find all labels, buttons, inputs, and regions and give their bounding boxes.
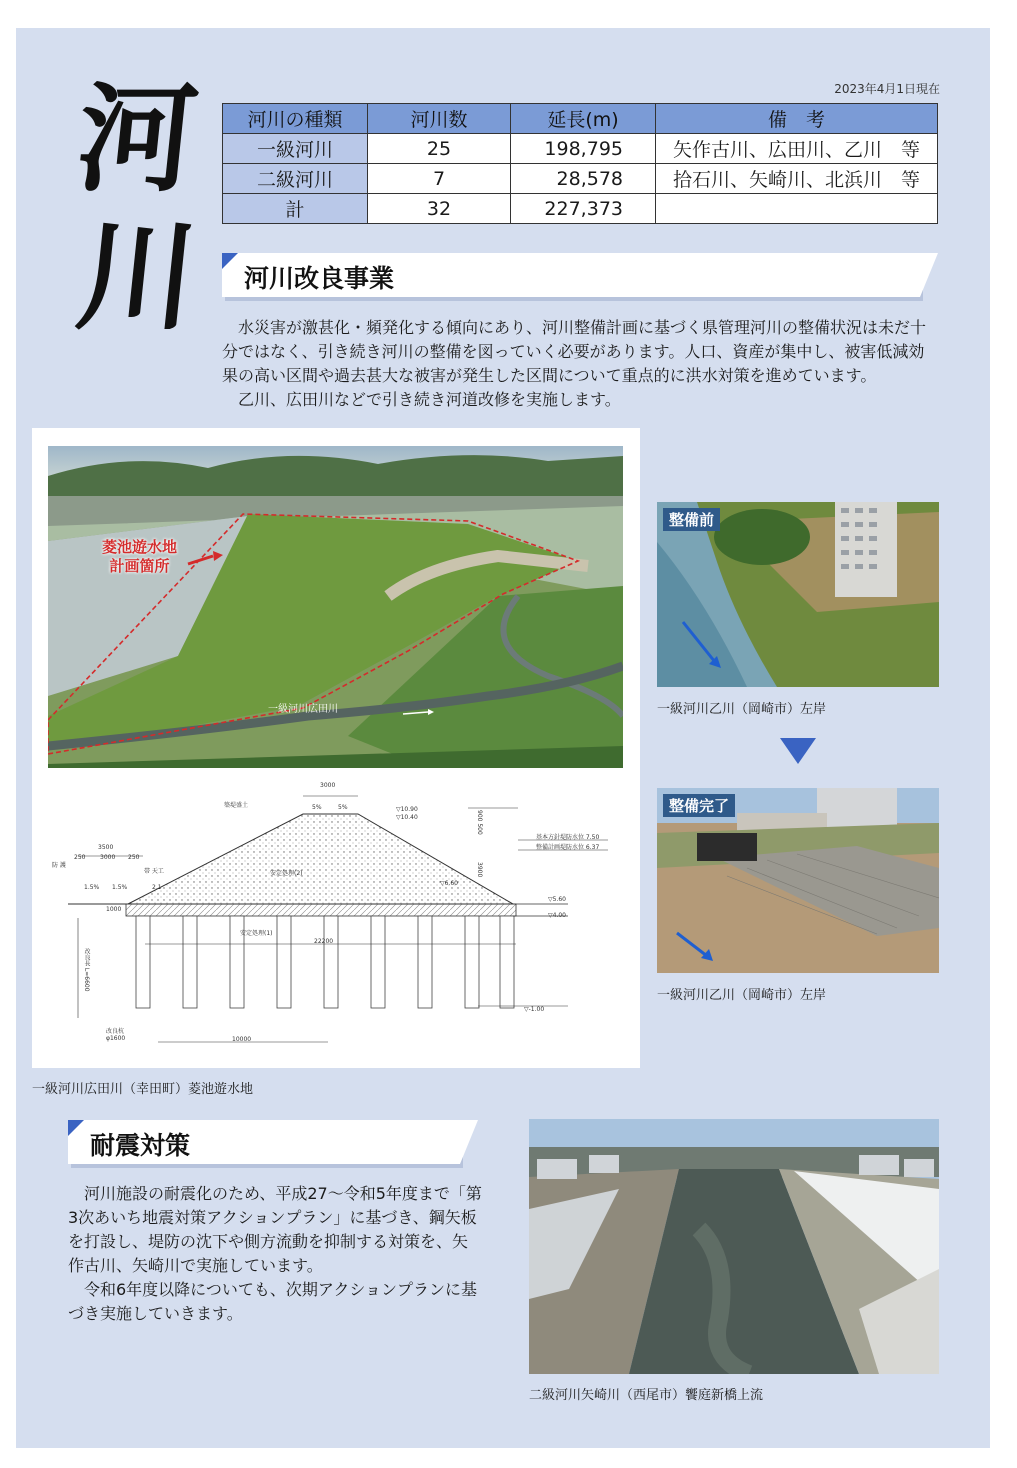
cell-kind: 一級河川 (223, 134, 368, 164)
label-level-660: ▽6.60 (440, 880, 458, 887)
cell-note (656, 194, 938, 224)
caption-yazaki: 二級河川矢崎川（西尾市）饗庭新橋上流 (529, 1388, 764, 1403)
after-tag: 整備完了 (663, 794, 735, 817)
label-embankment: 築堤盛土 (224, 802, 249, 809)
paragraph: 乙川、広田川などで引き続き河道改修を実施します。 (238, 390, 621, 409)
label-stabil-1: 安定処理(1) (240, 930, 273, 937)
page-title-char-1: 河 (70, 69, 204, 208)
before-photo (657, 502, 939, 687)
aerial-photo (48, 446, 623, 768)
label-slope-c: 2.1 (152, 884, 162, 891)
cross-section-drawing (48, 778, 623, 1048)
dim-3000: 3000 (100, 854, 116, 861)
label-hwl: 基本方針堤防水位 7.50 (536, 834, 600, 841)
label-slope-left: 5% (312, 804, 322, 811)
paragraph: 水災害が激甚化・頻発化する傾向にあり、河川整備計画に基づく県管理河川の整備状況は未だ十分ではなく、引き続き河川の整備を図っていく必要があります。人口、資産が集中し、被害低減効果の高い区間や過去甚大な被害が発生した区間について重点的に洪水対策を進めています。 (222, 318, 927, 385)
dim-top-width: 3000 (320, 782, 336, 789)
label-level-minus-100: ▽-1.00 (524, 1006, 545, 1013)
label-slope-a: 1.5% (84, 884, 100, 891)
aerial-river-label: 一級河川広田川 (268, 704, 338, 715)
down-arrow-icon (780, 738, 816, 764)
label-pile-diameter: 改良杭 φ1600 (106, 1028, 126, 1042)
header-length: 延長(m) (511, 104, 656, 134)
dim-1000: 1000 (106, 906, 122, 913)
cross-section-labels (48, 778, 623, 1048)
label-bosen: 防 護 (52, 862, 66, 869)
table-row (223, 134, 938, 164)
label-slope-b: 1.5% (112, 884, 128, 891)
label-level-1: ▽10.90 (396, 806, 418, 813)
label-level-560: ▽5.60 (548, 896, 566, 903)
cell-note: 矢作古川、広田川、乙川 等 (656, 134, 938, 164)
dim-22200: 22200 (314, 938, 334, 945)
dim-900: 900 500 (476, 810, 483, 835)
label-foot: 帯 天工 (144, 868, 164, 875)
label-level-400: ▽4.00 (548, 912, 566, 919)
section-heading-kairyo (222, 253, 920, 297)
table-row (223, 194, 938, 224)
caption-hiroda: 一級河川広田川（幸田町）菱池遊水地 (32, 1082, 254, 1097)
taishin-body (68, 1182, 482, 1326)
page-title (60, 69, 210, 400)
aerial-photo-image (48, 446, 623, 768)
cell-note: 拾石川、矢崎川、北浜川 等 (656, 164, 938, 194)
header-count: 河川数 (368, 104, 511, 134)
label-level-2: ▽10.40 (396, 814, 418, 821)
yazaki-river-photo (529, 1119, 939, 1374)
dim-3500: 3500 (98, 844, 114, 851)
paragraph: 河川施設の耐震化のため、平成27～令和5年度まで「第3次あいち地震対策アクションプラン」に基づき、鋼矢板を打設し、堤防の沈下や側方流動を抑制する対策を、矢作古川、矢崎川で実施しています。 (68, 1184, 482, 1275)
label-plan-level: 整備計画堤防水位 6.37 (536, 844, 600, 851)
dim-3900: 3900 (476, 862, 483, 878)
cell-count: 7 (368, 164, 511, 194)
yazaki-river-image (529, 1119, 939, 1374)
cell-kind: 計 (223, 194, 368, 224)
section-title: 河川改良事業 (244, 264, 395, 293)
section-heading-taishin (68, 1120, 460, 1164)
label-pile-length: 改良長 L=6600 (83, 948, 90, 992)
cell-kind: 二級河川 (223, 164, 368, 194)
cell-count: 25 (368, 134, 511, 164)
paragraph: 令和6年度以降についても、次期アクションプランに基づき実施していきます。 (68, 1280, 478, 1323)
table-row (223, 164, 938, 194)
after-photo (657, 788, 939, 973)
cell-count: 32 (368, 194, 511, 224)
page-title-char-2: 川 (70, 207, 204, 346)
caption-after: 一級河川乙川（岡崎市）左岸 (657, 988, 827, 1003)
river-summary-table (222, 103, 938, 224)
label-stabil-2: 安定処理(2) (270, 870, 303, 877)
dim-250-a: 250 (74, 854, 86, 861)
aerial-label-line1: 菱池遊水地 (102, 538, 178, 556)
dim-250-b: 250 (128, 854, 140, 861)
header-kind: 河川の種類 (223, 104, 368, 134)
label-slope-right: 5% (338, 804, 348, 811)
cell-length: 198,795 (511, 134, 656, 164)
table-header-row (223, 104, 938, 134)
kairyo-body (222, 316, 940, 412)
dim-10000: 10000 (232, 1036, 252, 1043)
aerial-area-label (102, 538, 177, 576)
aerial-label-line2: 計画箇所 (109, 557, 170, 575)
section-title: 耐震対策 (90, 1131, 191, 1160)
before-tag: 整備前 (663, 508, 720, 531)
as-of-date: 2023年4月1日現在 (834, 82, 940, 96)
cell-length: 28,578 (511, 164, 656, 194)
caption-before: 一級河川乙川（岡崎市）左岸 (657, 702, 827, 717)
header-note: 備 考 (656, 104, 938, 134)
cell-length: 227,373 (511, 194, 656, 224)
